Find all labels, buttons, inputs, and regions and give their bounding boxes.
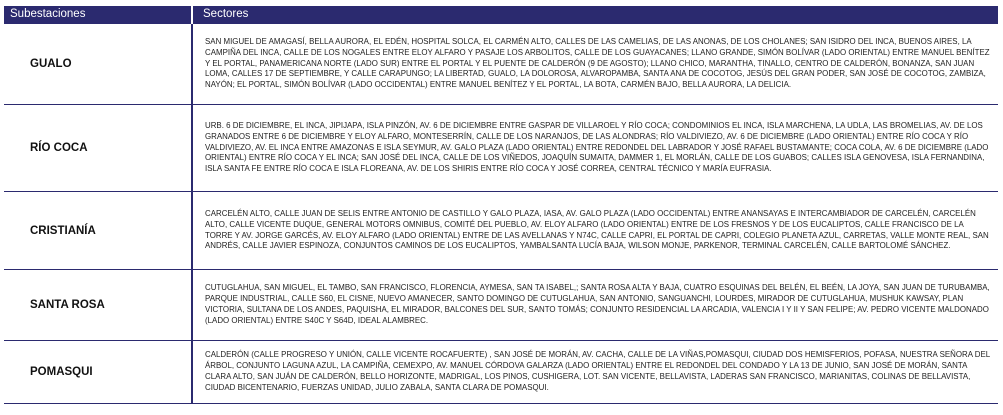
sectors-list: CARCELÉN ALTO, CALLE JUAN DE SELIS ENTRE ANTONIO DE CASTILLO Y GALO PLAZA, IASA, AV. GALO PLAZA (LADO OCCIDENTAL) ENTRE ANANSAYAS E INTERCAMBIADOR DE CARCELÉN, CARCELÉN ALTO, CALLE VICENTE DUQUE, GENERAL MOTORS OMNIBUS, COMITÉ DEL PUEBLO, AV. ELOY ALFARO (LADO ORIENTAL) ENTRE DE LOS FRESNOS Y DE LOS EUCALIPTOS, CALLE FRANCISCO DE LA TORRE Y AV. JORGE GARCÉS, AV. ELOY ALFARO (LADO ORIENTAL) ENTRE DE LAS AVELLANAS Y N74C, CALLE CAPRI, EL PORTAL DE CAPRI, COLEGIO PLANETA AZUL, CARRETAS, VALLE MONTE REAL, SAN ANDRÉS, CALLE JAVIER ESPINOZA, CONJUNTOS CAMINOS DE LOS EUCALIPTOS, YAMBALSANTA LUCÍA BAJA, WILSON MONJE, PARKENOR, TERMINAL CARCELÉN, CALLE BARTOLOMÉ SÁNCHEZ.	[192, 192, 998, 270]
table-row	[4, 192, 998, 270]
table-header-row	[4, 6, 998, 24]
table-row	[4, 105, 998, 192]
substation-name: CRISTIANÍA	[4, 192, 192, 270]
substations-table	[4, 6, 998, 404]
substations-table-container	[4, 6, 998, 404]
header-sectors: Sectores	[192, 6, 998, 24]
header-substations: Subestaciones	[4, 6, 192, 24]
table-row	[4, 341, 998, 404]
table-row	[4, 270, 998, 341]
sectors-list: SAN MIGUEL DE AMAGASÍ, BELLA AURORA, EL EDÉN, HOSPITAL SOLCA, EL CARMÉN ALTO, CALLES DE LAS CAMELIAS, DE LAS ANONAS, DE LOS CHOLANES; SAN ISIDRO DEL INCA, BUENOS AIRES, LA CAMPIÑA DEL INCA, CALLE DE LOS NOGALES ENTRE ELOY ALFARO Y PASAJE LOS ARBOLITOS, CALLE DE LOS GUAYACANES; LLANO GRANDE, SIMÓN BOLÍVAR (LADO ORIENTAL) ENTRE MANUEL BENÍTEZ Y EL PORTAL, PANAMERICANA NORTE (LADO SUR) ENTRE EL PORTAL Y EL PUENTE DE CALDERÓN (9 DE AGOSTO); LLANO CHICO, MARANTHA, TINALLO, CENTRO DE CALDERÓN, BONANZA, SAN JUAN LOMA, CALLES 17 DE SEPTIEMBRE, Y CALLE CARAPUNGO; LA LIBERTAD, GUALO, LA DOLOROSA, ALVAROPAMBA, SANTA ANA DE COCOTOG, JESÚS DEL GRAN PODER, SAN JOSÉ DE COCOTOG, ZAMBIZA, NAYÓN; EL PORTAL, SIMÓN BOLÍVAR (LADO OCCIDENTAL) ENTRE MANUEL BENÍTEZ Y EL PORTAL, LA BOTA, CARMÉN BAJO, BELLA AURORA, LA DELICIA.	[192, 24, 998, 105]
sectors-list: CUTUGLAHUA, SAN MIGUEL, EL TAMBO, SAN FRANCISCO, FLORENCIA, AYMESA, SAN TA ISABEL,; SANTA ROSA ALTA Y BAJA, CUATRO ESQUINAS DEL BELÉN, EL BEÉN, LA JOYA, SAN JUAN DE TURUBAMBA, PARQUE INDUSTRIAL, CALLE S60, EL CISNE, NUEVO AMANECER, SANTO DOMINGO DE CUTUGLAHUA, SAN ANTONIO, SANGUANCHI, LOURDES, MIRADOR DE CUTUGLAHUA, MUSHUK KAWSAY, PLAN VICTORIA, SULTANA DE LOS ANDES, PAQUISHA, EL MIRADOR, BALCONES DEL SUR, SANTO TOMÁS; CONJUNTO RESIDENCIAL LA ARCADIA, VALENCIA I Y II Y SAN FELIPE; AV. PEDRO VICENTE MALDONADO (LADO ORIENTAL) ENTRE S40C Y S64D, IDEAL ALAMBREC.	[192, 270, 998, 341]
substation-name: GUALO	[4, 24, 192, 105]
sectors-list: CALDERÓN (CALLE PROGRESO Y UNIÓN, CALLE VICENTE ROCAFUERTE) , SAN JOSÉ DE MORÁN, AV. CACHA, CALLE DE LA VIÑAS,POMASQUI, CIUDAD DOS HEMISFERIOS, POFASA, NUESTRA SEÑORA DEL ÁRBOL, CONJUNTO LAGUNA AZUL, LA CAMPIÑA, CEMEXPO, AV. MANUEL CÓRDOVA GALARZA (LADO ORIENTAL) ENTRE EL REDONDEL DEL CONDADO Y LA 13 DE JUNIO, SAN JOSÉ DE MORÁN, SANTA CLARA ALTO, SAN JUÁN DE CALDERÓN, BELLO HORIZONTE, MADRIGAL, LOS PINOS, CUSHIGERA, LOT. SAN VICENTE, BELLAVISTA, LADERAS SAN FRANCISCO, MARIANITAS, COLINAS DE BELLAVISTA, CIUDAD BICENTENARIO, FUERZAS UNIDAD, JULIO ZABALA, SANTA CLARA DE POMASQUI.	[192, 341, 998, 404]
substation-name: RÍO COCA	[4, 105, 192, 192]
sectors-list: URB. 6 DE DICIEMBRE, EL INCA, JIPIJAPA, ISLA PINZÓN, AV. 6 DE DICIEMBRE ENTRE GASPAR DE VILLAROEL Y RÍO COCA; CONDOMINIOS EL INCA, ISLA MARCHENA, LA UDLA, LAS BROMELIAS, AV. DE LOS GRANADOS ENTRE 6 DE DICIEMBRE Y ELOY ALFARO, MONTESERRÍN, CALLE DE LOS NARANJOS, DE LAS ALONDRAS; RÍO VALDIVIEZO, AV. 6 DE DICIEMBRE (LADO ORIENTAL) ENTRE RÍO COCA Y RÍO VALDIVIEZO, AV. EL INCA ENTRE AMAZONAS E ISLA SEYMUR, AV. GALO PLAZA (LADO ORIENTAL) ENTRE REDONDEL DEL LABRADOR Y JOSÉ RAFAEL BUSTAMANTE; COCA COLA, AV. 6 DE DICIEMBRE (LADO ORIENTAL) ENTRE RÍO COCA Y EL INCA; SAN JOSÉ DEL INCA, CALLE DE LOS VIÑEDOS, JOAQUÍN SUMAITA, DAMMER 1, EL MORLÁN, CALLE DE LOS GUABOS; CALLES ISLA GENOVESA, ISLA FERNANDINA, ISLA SANTA FE ENTRE RÍO COCA E ISLA FLOREANA, AV. DE LOS SHIRIS ENTRE RÍO COCA Y JOSÉ CORREA, CENTRAL TÉCNICO Y MARÍA EUFRASIA.	[192, 105, 998, 192]
substation-name: SANTA ROSA	[4, 270, 192, 341]
table-row	[4, 24, 998, 105]
substation-name: POMASQUI	[4, 341, 192, 404]
